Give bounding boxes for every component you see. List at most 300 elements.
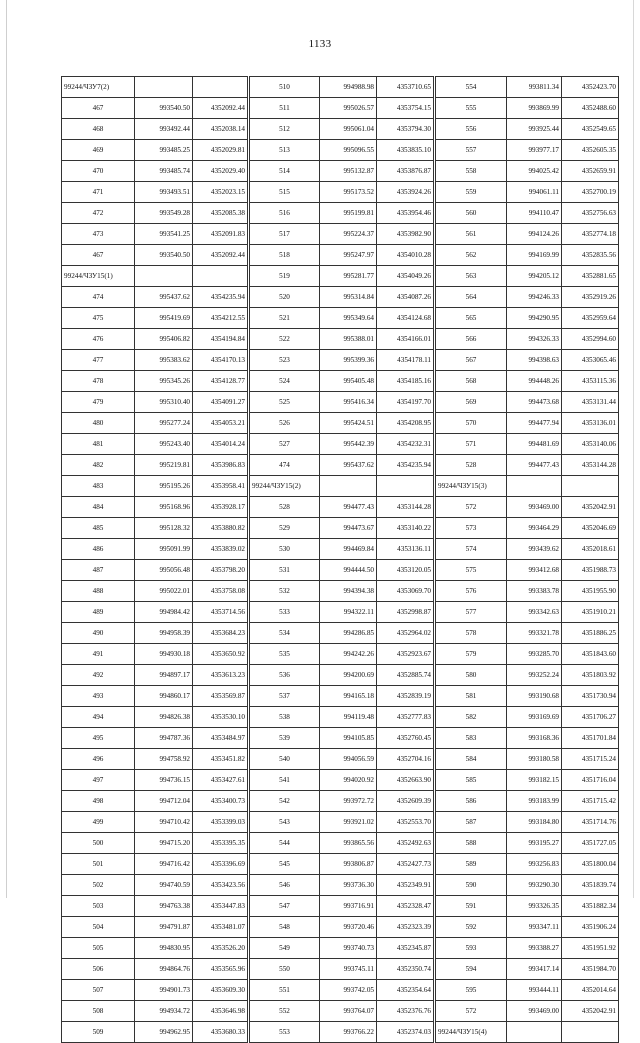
y-coordinate-cell: 4354232.31 [377,434,435,455]
y-coordinate-cell: 4352023.15 [193,182,249,203]
y-coordinate-cell: 4352042.91 [562,497,619,518]
x-coordinate-cell: 995168.96 [135,497,193,518]
y-coordinate-cell: 4352350.74 [377,959,435,980]
y-coordinate-cell: 4352994.60 [562,329,619,350]
point-number-cell: 511 [249,98,320,119]
y-coordinate-cell: 4351906.24 [562,917,619,938]
point-number-cell: 512 [249,119,320,140]
y-coordinate-cell: 4352609.39 [377,791,435,812]
y-coordinate-cell: 4353395.35 [193,833,249,854]
y-coordinate-cell: 4351714.76 [562,812,619,833]
point-number-cell: 475 [62,308,135,329]
x-coordinate-cell: 994124.26 [507,224,562,245]
y-coordinate-cell: 4354128.77 [193,371,249,392]
point-number-cell: 544 [249,833,320,854]
point-number-cell: 496 [62,749,135,770]
point-number-cell: 589 [435,854,507,875]
y-coordinate-cell: 4353835.10 [377,140,435,161]
y-coordinate-cell: 4352919.26 [562,287,619,308]
x-coordinate-cell: 994988.98 [320,77,377,98]
x-coordinate-cell: 993412.68 [507,560,562,581]
point-number-cell: 487 [62,560,135,581]
point-number-cell: 543 [249,812,320,833]
parcel-header-cell: 99244/ЧЗУ15(2) [249,476,320,497]
point-number-cell: 542 [249,791,320,812]
point-number-cell: 549 [249,938,320,959]
y-coordinate-cell: 4353131.44 [562,392,619,413]
y-coordinate-cell: 4353140.22 [377,518,435,539]
point-number-cell: 524 [249,371,320,392]
y-coordinate-cell: 4352349.91 [377,875,435,896]
point-number-cell: 470 [62,161,135,182]
point-number-cell: 468 [62,119,135,140]
x-coordinate-cell: 993811.34 [507,77,562,98]
table-row [62,140,619,161]
x-coordinate-cell: 995388.01 [320,329,377,350]
point-number-cell: 510 [249,77,320,98]
table-row [62,77,619,98]
point-number-cell: 535 [249,644,320,665]
x-coordinate-cell: 993745.11 [320,959,377,980]
table-row [62,707,619,728]
y-coordinate-cell: 4353986.83 [193,455,249,476]
point-number-cell: 527 [249,434,320,455]
y-coordinate-cell: 4353569.87 [193,686,249,707]
table-row [62,665,619,686]
y-coordinate-cell: 4352881.65 [562,266,619,287]
y-coordinate-cell: 4354194.84 [193,329,249,350]
table-row [62,959,619,980]
y-coordinate-cell: 4352323.39 [377,917,435,938]
point-number-cell: 566 [435,329,507,350]
table-row [62,497,619,518]
x-coordinate-cell: 993736.30 [320,875,377,896]
y-coordinate-cell: 4352839.19 [377,686,435,707]
x-coordinate-cell: 993290.30 [507,875,562,896]
empty-cell [135,266,193,287]
x-coordinate-cell: 994930.18 [135,644,193,665]
point-number-cell: 562 [435,245,507,266]
point-number-cell: 528 [435,455,507,476]
point-number-cell: 554 [435,77,507,98]
y-coordinate-cell: 4353120.05 [377,560,435,581]
y-coordinate-cell: 4354212.55 [193,308,249,329]
empty-cell [507,476,562,497]
y-coordinate-cell: 4353481.07 [193,917,249,938]
y-coordinate-cell: 4353427.61 [193,770,249,791]
point-number-cell: 586 [435,791,507,812]
y-coordinate-cell: 4353613.23 [193,665,249,686]
x-coordinate-cell: 994901.73 [135,980,193,1001]
x-coordinate-cell: 993383.78 [507,581,562,602]
point-number-cell: 513 [249,140,320,161]
point-number-cell: 578 [435,623,507,644]
y-coordinate-cell: 4353958.41 [193,476,249,497]
y-coordinate-cell: 4353530.10 [193,707,249,728]
y-coordinate-cell: 4351706.27 [562,707,619,728]
x-coordinate-cell: 993764.07 [320,1001,377,1022]
point-number-cell: 522 [249,329,320,350]
point-number-cell: 485 [62,518,135,539]
point-number-cell: 591 [435,896,507,917]
point-number-cell: 531 [249,560,320,581]
point-number-cell: 534 [249,623,320,644]
x-coordinate-cell: 995442.39 [320,434,377,455]
table-row [62,455,619,476]
x-coordinate-cell: 995199.81 [320,203,377,224]
x-coordinate-cell: 993342.63 [507,602,562,623]
x-coordinate-cell: 995419.69 [135,308,193,329]
point-number-cell: 539 [249,728,320,749]
point-number-cell: 548 [249,917,320,938]
x-coordinate-cell: 995416.34 [320,392,377,413]
x-coordinate-cell: 995281.77 [320,266,377,287]
parcel-header-cell: 99244/ЧЗУ7(2) [62,77,135,98]
y-coordinate-cell: 4352605.35 [562,140,619,161]
point-number-cell: 573 [435,518,507,539]
y-coordinate-cell: 4351715.24 [562,749,619,770]
point-number-cell: 574 [435,539,507,560]
point-number-cell: 514 [249,161,320,182]
y-coordinate-cell: 4352659.91 [562,161,619,182]
point-number-cell: 582 [435,707,507,728]
y-coordinate-cell: 4352042.91 [562,1001,619,1022]
y-coordinate-cell: 4352774.18 [562,224,619,245]
point-number-cell: 561 [435,224,507,245]
y-coordinate-cell: 4352091.83 [193,224,249,245]
x-coordinate-cell: 993869.99 [507,98,562,119]
x-coordinate-cell: 993184.80 [507,812,562,833]
x-coordinate-cell: 993195.27 [507,833,562,854]
x-coordinate-cell: 995219.81 [135,455,193,476]
y-coordinate-cell: 4352959.64 [562,308,619,329]
y-coordinate-cell: 4352488.60 [562,98,619,119]
y-coordinate-cell: 4352553.70 [377,812,435,833]
point-number-cell: 504 [62,917,135,938]
point-number-cell: 480 [62,413,135,434]
x-coordinate-cell: 995128.32 [135,518,193,539]
x-coordinate-cell: 994826.38 [135,707,193,728]
y-coordinate-cell: 4353423.56 [193,875,249,896]
x-coordinate-cell: 993388.27 [507,938,562,959]
point-number-cell: 559 [435,182,507,203]
y-coordinate-cell: 4353399.03 [193,812,249,833]
x-coordinate-cell: 995406.82 [135,329,193,350]
x-coordinate-cell: 994736.15 [135,770,193,791]
y-coordinate-cell: 4353876.87 [377,161,435,182]
x-coordinate-cell: 993740.73 [320,938,377,959]
x-coordinate-cell: 994477.94 [507,413,562,434]
x-coordinate-cell: 995399.36 [320,350,377,371]
x-coordinate-cell: 994105.85 [320,728,377,749]
empty-cell [507,1022,562,1043]
point-number-cell: 503 [62,896,135,917]
y-coordinate-cell: 4353136.01 [562,413,619,434]
x-coordinate-cell: 993492.44 [135,119,193,140]
x-coordinate-cell: 995022.01 [135,581,193,602]
x-coordinate-cell: 993921.02 [320,812,377,833]
x-coordinate-cell: 994394.38 [320,581,377,602]
point-number-cell: 492 [62,665,135,686]
x-coordinate-cell: 994830.95 [135,938,193,959]
point-number-cell: 474 [249,455,320,476]
x-coordinate-cell: 994716.42 [135,854,193,875]
x-coordinate-cell: 993485.25 [135,140,193,161]
y-coordinate-cell: 4351910.21 [562,602,619,623]
y-coordinate-cell: 4352492.63 [377,833,435,854]
table-row [62,392,619,413]
x-coordinate-cell: 994286.85 [320,623,377,644]
y-coordinate-cell: 4352029.40 [193,161,249,182]
x-coordinate-cell: 994242.26 [320,644,377,665]
y-coordinate-cell: 4352885.74 [377,665,435,686]
point-number-cell: 532 [249,581,320,602]
point-number-cell: 538 [249,707,320,728]
point-number-cell: 569 [435,392,507,413]
x-coordinate-cell: 993321.78 [507,623,562,644]
point-number-cell: 484 [62,497,135,518]
y-coordinate-cell: 4353451.82 [193,749,249,770]
x-coordinate-cell: 994169.99 [507,245,562,266]
x-coordinate-cell: 993326.35 [507,896,562,917]
x-coordinate-cell: 993285.70 [507,644,562,665]
point-number-cell: 490 [62,623,135,644]
x-coordinate-cell: 995132.87 [320,161,377,182]
y-coordinate-cell: 4352018.61 [562,539,619,560]
x-coordinate-cell: 994710.42 [135,812,193,833]
table-row [62,980,619,1001]
x-coordinate-cell: 995437.62 [320,455,377,476]
x-coordinate-cell: 994025.42 [507,161,562,182]
y-coordinate-cell: 4352756.63 [562,203,619,224]
y-coordinate-cell: 4352328.47 [377,896,435,917]
point-number-cell: 552 [249,1001,320,1022]
point-number-cell: 567 [435,350,507,371]
y-coordinate-cell: 4351730.94 [562,686,619,707]
point-number-cell: 495 [62,728,135,749]
y-coordinate-cell: 4353880.82 [193,518,249,539]
point-number-cell: 593 [435,938,507,959]
point-number-cell: 581 [435,686,507,707]
table-row [62,413,619,434]
y-coordinate-cell: 4353924.26 [377,182,435,203]
y-coordinate-cell: 4352704.16 [377,749,435,770]
y-coordinate-cell: 4353565.96 [193,959,249,980]
y-coordinate-cell: 4351886.25 [562,623,619,644]
y-coordinate-cell: 4354185.16 [377,371,435,392]
x-coordinate-cell: 995061.04 [320,119,377,140]
point-number-cell: 564 [435,287,507,308]
x-coordinate-cell: 995243.40 [135,434,193,455]
table-row [62,182,619,203]
point-number-cell: 518 [249,245,320,266]
x-coordinate-cell: 994712.04 [135,791,193,812]
x-coordinate-cell: 995096.55 [320,140,377,161]
y-coordinate-cell: 4352345.87 [377,938,435,959]
x-coordinate-cell: 994200.69 [320,665,377,686]
point-number-cell: 572 [435,1001,507,1022]
x-coordinate-cell: 995091.99 [135,539,193,560]
point-number-cell: 594 [435,959,507,980]
x-coordinate-cell: 993444.11 [507,980,562,1001]
point-number-cell: 557 [435,140,507,161]
point-number-cell: 469 [62,140,135,161]
point-number-cell: 536 [249,665,320,686]
x-coordinate-cell: 994165.18 [320,686,377,707]
x-coordinate-cell: 993168.36 [507,728,562,749]
point-number-cell: 493 [62,686,135,707]
x-coordinate-cell: 993183.99 [507,791,562,812]
point-number-cell: 519 [249,266,320,287]
y-coordinate-cell: 4351839.74 [562,875,619,896]
x-coordinate-cell: 994958.39 [135,623,193,644]
y-coordinate-cell: 4353754.15 [377,98,435,119]
x-coordinate-cell: 994473.67 [320,518,377,539]
table-row [62,686,619,707]
x-coordinate-cell: 994326.33 [507,329,562,350]
y-coordinate-cell: 4352427.73 [377,854,435,875]
point-number-cell: 572 [435,497,507,518]
y-coordinate-cell: 4351715.42 [562,791,619,812]
y-coordinate-cell: 4354049.26 [377,266,435,287]
y-coordinate-cell: 4354091.27 [193,392,249,413]
y-coordinate-cell: 4354087.26 [377,287,435,308]
y-coordinate-cell: 4352777.83 [377,707,435,728]
y-coordinate-cell: 4353136.11 [377,539,435,560]
empty-cell [193,77,249,98]
table-row [62,287,619,308]
table-row [62,854,619,875]
x-coordinate-cell: 994246.33 [507,287,562,308]
point-number-cell: 509 [62,1022,135,1043]
point-number-cell: 497 [62,770,135,791]
table-row [62,812,619,833]
point-number-cell: 489 [62,602,135,623]
x-coordinate-cell: 993806.87 [320,854,377,875]
y-coordinate-cell: 4353646.98 [193,1001,249,1022]
y-coordinate-cell: 4352092.44 [193,98,249,119]
point-number-cell: 533 [249,602,320,623]
point-number-cell: 473 [62,224,135,245]
point-number-cell: 570 [435,413,507,434]
x-coordinate-cell: 994984.42 [135,602,193,623]
point-number-cell: 550 [249,959,320,980]
table-row [62,770,619,791]
table-row [62,161,619,182]
point-number-cell: 585 [435,770,507,791]
x-coordinate-cell: 993182.15 [507,770,562,791]
x-coordinate-cell: 995437.62 [135,287,193,308]
y-coordinate-cell: 4353609.30 [193,980,249,1001]
point-number-cell: 546 [249,875,320,896]
x-coordinate-cell: 994205.12 [507,266,562,287]
point-number-cell: 521 [249,308,320,329]
point-number-cell: 584 [435,749,507,770]
page-number: 1133 [308,38,332,50]
point-number-cell: 482 [62,455,135,476]
table-row [62,476,619,497]
y-coordinate-cell: 4352038.14 [193,119,249,140]
y-coordinate-cell: 4354235.94 [377,455,435,476]
x-coordinate-cell: 994934.72 [135,1001,193,1022]
parcel-header-cell: 99244/ЧЗУ15(4) [435,1022,507,1043]
x-coordinate-cell: 994477.43 [320,497,377,518]
point-number-cell: 507 [62,980,135,1001]
y-coordinate-cell: 4353684.23 [193,623,249,644]
y-coordinate-cell: 4354170.13 [193,350,249,371]
point-number-cell: 517 [249,224,320,245]
point-number-cell: 478 [62,371,135,392]
x-coordinate-cell: 994473.68 [507,392,562,413]
x-coordinate-cell: 993169.69 [507,707,562,728]
y-coordinate-cell: 4352760.45 [377,728,435,749]
point-number-cell: 481 [62,434,135,455]
x-coordinate-cell: 993439.62 [507,539,562,560]
y-coordinate-cell: 4353839.02 [193,539,249,560]
point-number-cell: 477 [62,350,135,371]
x-coordinate-cell: 993977.17 [507,140,562,161]
empty-cell [377,476,435,497]
y-coordinate-cell: 4353798.20 [193,560,249,581]
x-coordinate-cell: 994864.76 [135,959,193,980]
table-row [62,539,619,560]
y-coordinate-cell: 4351955.90 [562,581,619,602]
point-number-cell: 523 [249,350,320,371]
y-coordinate-cell: 4353144.28 [562,455,619,476]
empty-cell [135,77,193,98]
x-coordinate-cell: 995056.48 [135,560,193,581]
point-number-cell: 560 [435,203,507,224]
x-coordinate-cell: 994897.17 [135,665,193,686]
point-number-cell: 488 [62,581,135,602]
point-number-cell: 545 [249,854,320,875]
y-coordinate-cell: 4352700.19 [562,182,619,203]
point-number-cell: 530 [249,539,320,560]
table-row [62,917,619,938]
x-coordinate-cell: 993469.00 [507,497,562,518]
point-number-cell: 568 [435,371,507,392]
point-number-cell: 577 [435,602,507,623]
x-coordinate-cell: 993549.28 [135,203,193,224]
x-coordinate-cell: 993716.91 [320,896,377,917]
y-coordinate-cell: 4351882.34 [562,896,619,917]
point-number-cell: 537 [249,686,320,707]
table-row [62,602,619,623]
x-coordinate-cell: 994290.95 [507,308,562,329]
y-coordinate-cell: 4354235.94 [193,287,249,308]
y-coordinate-cell: 4351701.84 [562,728,619,749]
y-coordinate-cell: 4352092.44 [193,245,249,266]
x-coordinate-cell: 995277.24 [135,413,193,434]
point-number-cell: 540 [249,749,320,770]
y-coordinate-cell: 4351843.60 [562,644,619,665]
x-coordinate-cell: 994715.20 [135,833,193,854]
x-coordinate-cell: 995247.97 [320,245,377,266]
x-coordinate-cell: 995424.51 [320,413,377,434]
table-row [62,1022,619,1043]
y-coordinate-cell: 4353144.28 [377,497,435,518]
empty-cell [562,476,619,497]
point-number-cell: 571 [435,434,507,455]
table-row [62,581,619,602]
x-coordinate-cell: 995314.84 [320,287,377,308]
point-number-cell: 587 [435,812,507,833]
table-row [62,938,619,959]
y-coordinate-cell: 4353396.69 [193,854,249,875]
y-coordinate-cell: 4354053.21 [193,413,249,434]
y-coordinate-cell: 4352549.65 [562,119,619,140]
x-coordinate-cell: 995195.26 [135,476,193,497]
